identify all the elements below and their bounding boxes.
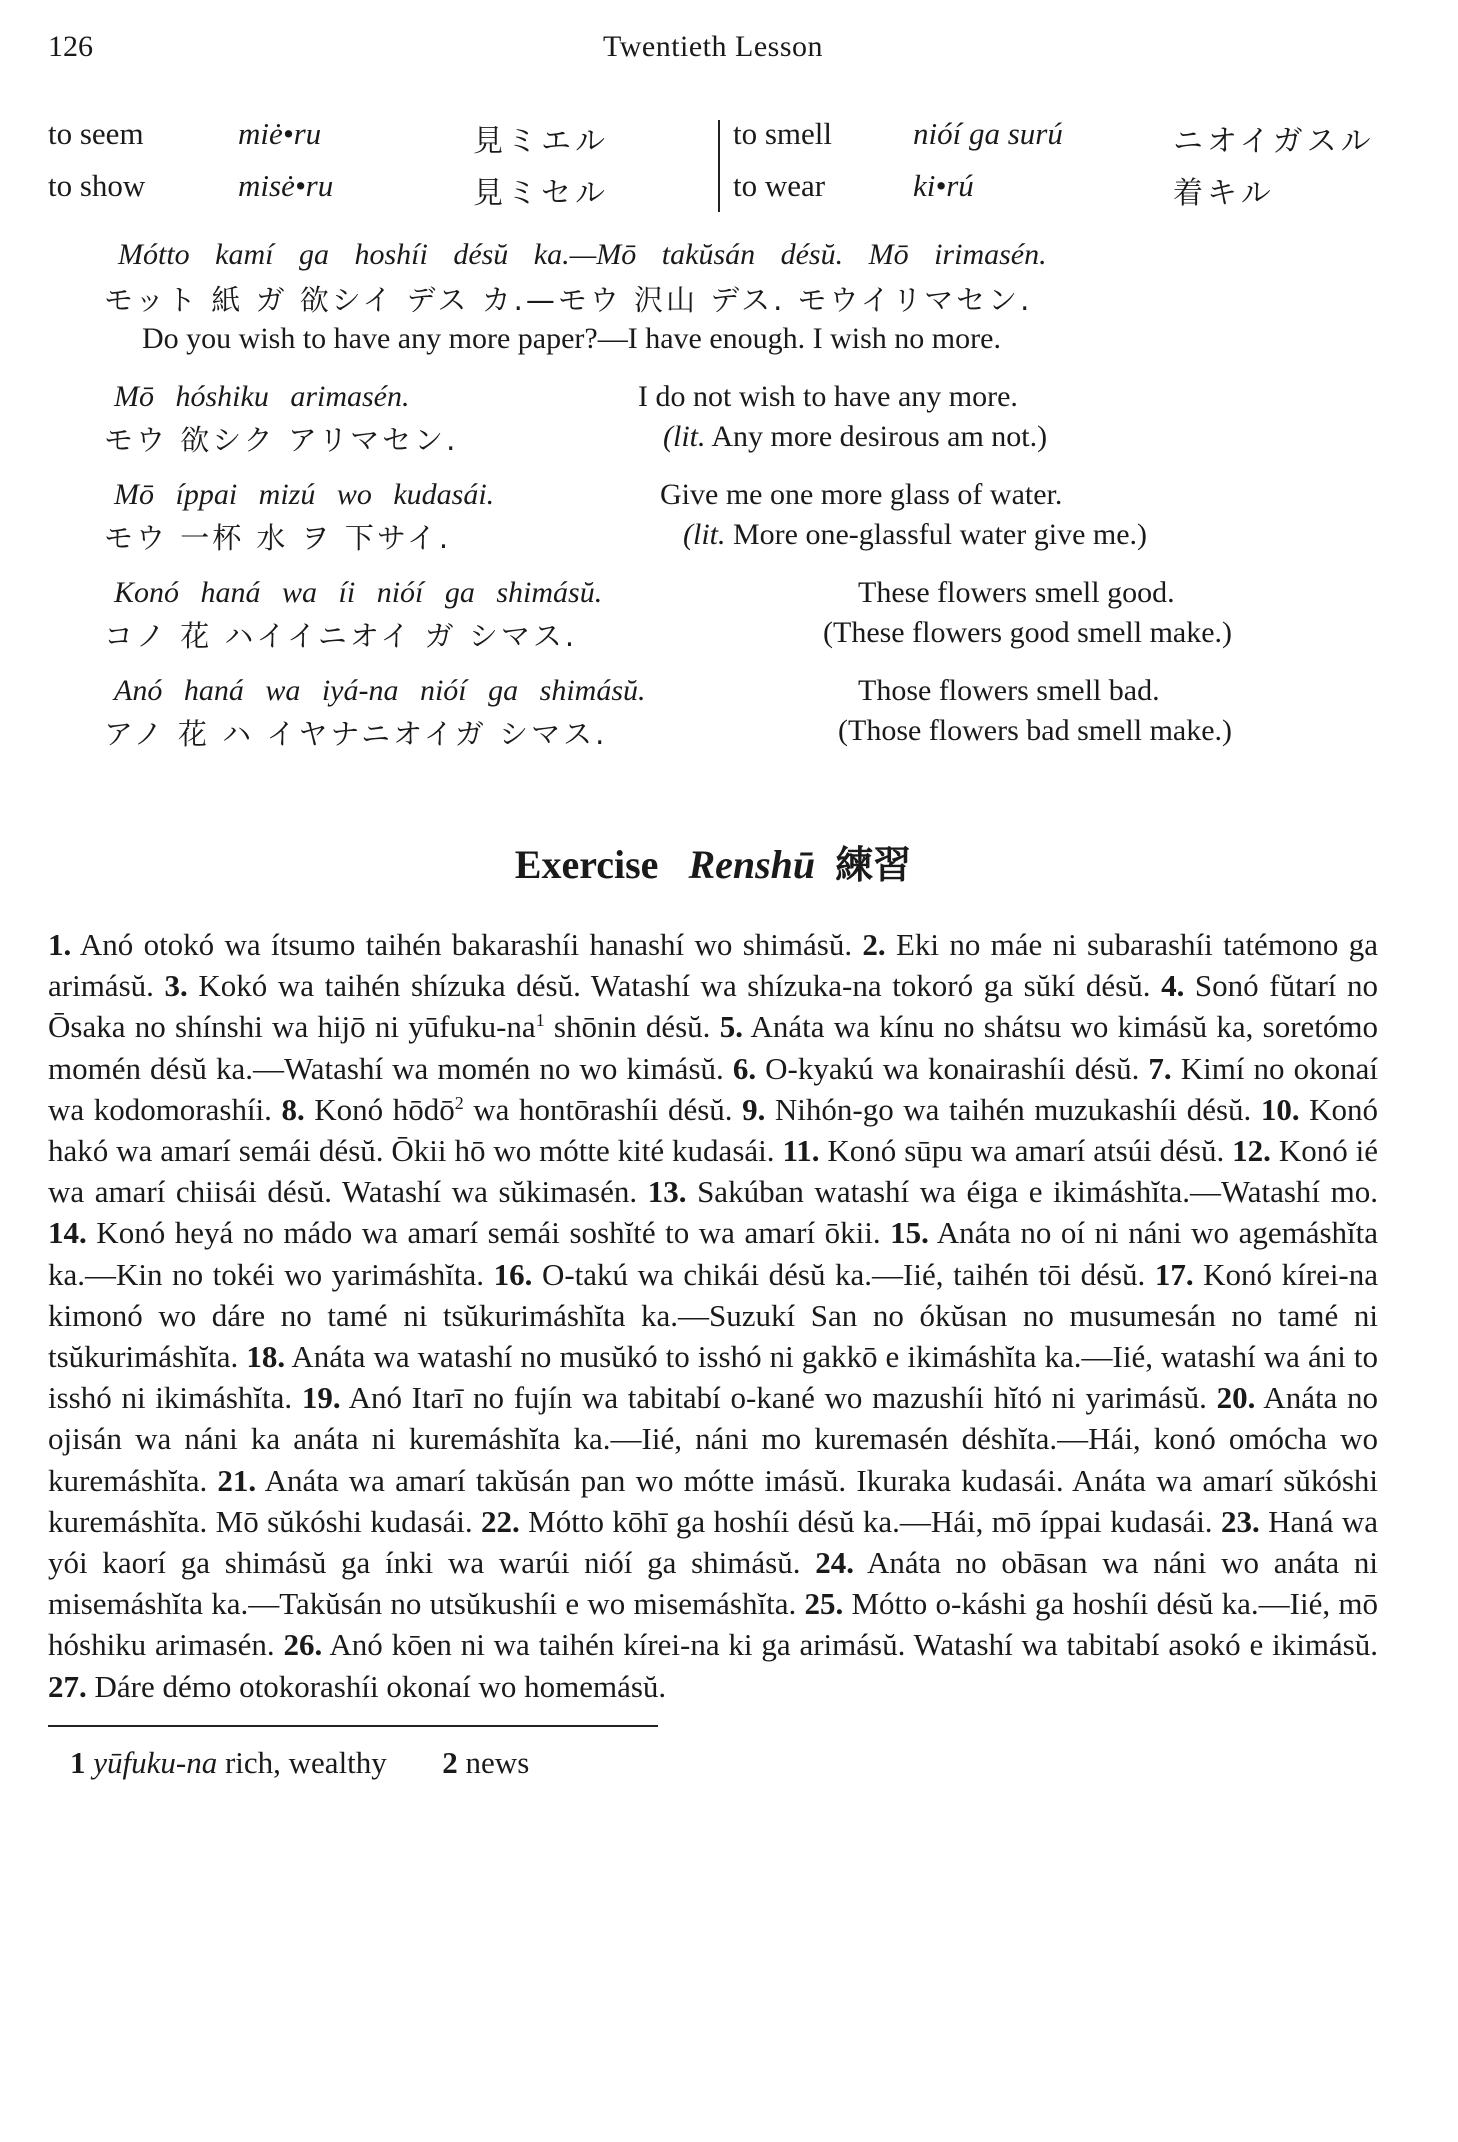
exercise-text (48, 924, 1378, 1707)
exercise-item-number: 13. (647, 1174, 687, 1210)
page-number: 126 (48, 30, 93, 63)
example-literal: (lit. Any more desirous am not.) (663, 420, 1048, 453)
example-literal: (Those flowers bad smell make.) (838, 714, 1233, 747)
exercise-item (648, 1174, 1378, 1209)
vocab-row (48, 116, 708, 159)
exercise-item-text: shōnin désŭ. (544, 1009, 711, 1045)
footnote-number: 2 (442, 1744, 458, 1780)
example-english: I do not wish to have any more. (638, 380, 1018, 413)
vocab-japanese: ニオイガスル (1173, 124, 1375, 159)
example-japanese: モット 紙 ガ 欲シイ デス カ.—モウ 沢山 デス. モウイリマセン. (104, 283, 1033, 317)
example-english: These flowers smell good. (858, 576, 1175, 609)
exercise-item-number: 22. (481, 1503, 520, 1539)
example-english: Give me one more glass of water. (660, 478, 1063, 511)
exercise-item (165, 968, 1151, 1003)
exercise-item-text: Anáta no ojisán wa náni ka anáta ni kuremáshĭta ka.—Iié, náni mo kuremasén déshĭta.—Hái, konó omócha wo kuremáshĭta. (48, 1380, 1379, 1498)
example-japanese: モウ 一杯 水 ヲ 下サイ. (104, 521, 452, 555)
exercise-item-number: 1. (48, 927, 72, 962)
exercise-item-text: O-takú wa chikái désŭ ka.—Iié, taihén tōi désŭ. (532, 1256, 1146, 1292)
exercise-item-text: Konó ié wa amarí chiisái désŭ. Watashí wa sŭkimasén. (48, 1133, 1379, 1210)
footnote-gloss: news (457, 1744, 530, 1780)
footnote-marker: 2 (454, 1092, 464, 1113)
exercise-item-text: Konó hōdō (304, 1091, 455, 1127)
exercise-item (742, 1092, 1251, 1127)
example-english: Those flowers smell bad. (858, 674, 1160, 707)
exercise-item-text: Haná wa yói kaorí ga shimásŭ ga ínki wa warúi nióí ga shimásŭ. (48, 1503, 1379, 1581)
exercise-item-number: 10. (1260, 1091, 1300, 1127)
example-english: Do you wish to have any more paper?—I have enough. I wish no more. (142, 322, 1001, 355)
exercise-item-text: Mótto kōhī ga hoshíi désŭ ka.—Hái, mō íppai kudasái. (519, 1503, 1213, 1539)
vocab-english: to wear (733, 168, 826, 203)
exercise-item-text: Konó hakó wa amarí semái désŭ. Ōkii hō wo mótte kité kudasái. (48, 1091, 1379, 1169)
exercise-item-text: Anáta no obāsan wa náni wo anáta ni misemáshĭta ka.—Takŭsán no utsŭkushíi e wo misemáshĭta. (48, 1545, 1379, 1622)
vocabulary-table (48, 116, 1378, 226)
exercise-item-number: 26. (283, 1627, 323, 1663)
exercise-item-text: wa hontōrashíi désŭ. (463, 1091, 733, 1127)
exercise-item-number: 3. (164, 968, 188, 1004)
exercise-item-number: 2. (862, 927, 886, 962)
footnote-term: yūfuku-na (93, 1744, 218, 1780)
vocab-japanese: 見ミセル (473, 176, 609, 211)
exercise-item-number: 21. (217, 1462, 257, 1498)
example-romaji: Mō hóshiku arimasén. (114, 380, 410, 413)
exercise-item-number: 14. (48, 1215, 87, 1251)
example-pair (48, 478, 1378, 576)
vocab-row (733, 116, 1375, 159)
footnote-marker: 1 (535, 1010, 545, 1031)
exercise-item (782, 1133, 1224, 1168)
footnote-gloss: rich, wealthy (217, 1744, 387, 1780)
exercise-item-text: Sonó fŭtarí no Ōsaka no shínshi wa hijō ni yūfuku-na (48, 968, 1378, 1045)
exercise-item-text: O-kyakú wa konairashíi désŭ. (756, 1050, 1140, 1086)
example-romaji: Anó haná wa iyá-na nióí ga shimásŭ. (114, 674, 646, 707)
vocab-row (48, 168, 708, 211)
column-divider (718, 120, 720, 212)
exercise-item-number: 6. (732, 1050, 757, 1086)
exercise-item-number: 19. (301, 1380, 341, 1416)
vocab-english: to smell (733, 116, 833, 151)
exercise-heading-romaji: Renshū (688, 842, 816, 887)
exercise-heading (48, 834, 1378, 904)
example-romaji: Mō íppai mizú wo kudasái. (114, 478, 495, 511)
vocab-romaji: miė•ru (238, 116, 322, 151)
vocab-romaji: nióí ga surú (913, 116, 1063, 151)
exercise-item-text: Anó kōen ni wa taihén kírei-na ki ga arimásŭ. Watashí wa tabitabí asokó e ikimásŭ. (322, 1627, 1379, 1663)
page-header (48, 18, 1378, 74)
exercise-item-number: 17. (1154, 1256, 1194, 1292)
exercise-item-text: Anáta wa amarí takŭsán pan wo mótte imásŭ. Ikuraka kudasái. Anáta wa amarí sŭkóshi kuremáshĭta. Mō sŭkóshi kudasái. (48, 1462, 1378, 1539)
exercise-item-text: Konó heyá no mádo wa amarí semái soshĭté to wa amarí ōkii. (86, 1215, 881, 1251)
exercise-item-number: 20. (1216, 1380, 1256, 1416)
exercise-item-number: 5. (719, 1009, 743, 1045)
example-block (48, 230, 1378, 380)
example-pair (48, 674, 1378, 772)
exercise-item (481, 1504, 1213, 1539)
exercise-heading-english: Exercise (514, 842, 659, 887)
example-japanese: モウ 欲シク アリマセン. (104, 423, 459, 457)
vocab-romaji: ki•rú (913, 168, 974, 203)
exercise-item-text: Sakúban watashí wa éiga e ikimáshĭta.—Watashí mo. (686, 1174, 1379, 1210)
exercise-item-text: Kimí no okonaí wa kodomorashíi. (48, 1050, 1378, 1127)
exercise-item-number: 15. (890, 1215, 929, 1251)
footnotes (48, 1745, 1378, 1781)
exercise-item-text: Eki no máe ni subarashíi tatémono ga arimásŭ. (48, 927, 1379, 1004)
exercise-item-text: Kokó wa taihén shízuka désŭ. Watashí wa shízuka-na tokoró ga sŭkí désŭ. (187, 968, 1151, 1004)
exercise-item-text: Nihón-go wa taihén muzukashíi désŭ. (765, 1091, 1252, 1127)
footnote-rule (48, 1725, 658, 1727)
exercise-item-number: 8. (281, 1091, 305, 1127)
example-literal: (lit. More one-glassful water give me.) (683, 518, 1148, 551)
example-japanese: コノ 花 ハイイニオイ ガ シマス. (104, 619, 578, 653)
example-romaji: Konó haná wa íi nióí ga shimásŭ. (114, 576, 603, 609)
vocab-romaji: misė•ru (238, 168, 334, 203)
vocab-english: to show (48, 168, 146, 203)
exercise-item-text: Konó sūpu wa amarí atsúi désŭ. (819, 1133, 1225, 1169)
exercise-item-text: Anáta no oí ni náni wo agemáshĭta ka.—Kin no tokéi wo yarimáshĭta. (48, 1215, 1379, 1292)
exercise-item-text: Anáta wa watashí no musŭkó to isshó ni gakkō e ikimáshĭta ka.—Iié, watashí wa áni to isshó ni ikimáshĭta. (48, 1339, 1378, 1416)
vocab-row (733, 168, 1373, 211)
exercise-item (48, 927, 852, 962)
exercise-item-number: 4. (1161, 968, 1185, 1004)
exercise-item-number: 25. (804, 1586, 844, 1622)
exercise-item-number: 11. (782, 1133, 820, 1169)
exercise-item-text: Mótto o-káshi ga hoshíi désŭ ka.—Iié, mō hóshiku arimasén. (48, 1586, 1378, 1663)
exercise-item-text: Anó Itarī no fujín wa tabitabí o-kané wo mazushíi hĭtó ni yarimásŭ. (340, 1380, 1207, 1416)
vocab-english: to seem (48, 116, 144, 151)
exercise-item-number: 12. (1232, 1133, 1271, 1169)
vocab-japanese: 着キル (1173, 176, 1275, 211)
exercise-item-text: Anó otokó wa ítsumo taihén bakarashíi hanashí wo shimásŭ. (71, 927, 853, 962)
example-romaji: Mótto kamí ga hoshíi désŭ ka.—Mō takŭsán désŭ. Mō irimasén. (118, 238, 1047, 271)
exercise-item (733, 1051, 1140, 1086)
page (48, 18, 1378, 1781)
exercise-item-text: Anáta wa kínu no shátsu wo kimásŭ ka, soretómo momén désŭ ka.—Watashí wa momén no wo kimásŭ. (48, 1009, 1379, 1086)
exercise-item (281, 1092, 732, 1127)
exercise-item (48, 1669, 666, 1704)
exercise-item-text: Konó kírei-na kimonó wo dáre no tamé ni tsŭkurimáshĭta ka.—Suzukí San no ókŭsan no musumesán no tamé ni tsŭkurimáshĭta. (48, 1256, 1379, 1375)
exercise-item (302, 1380, 1207, 1415)
vocab-japanese: 見ミエル (473, 124, 609, 159)
exercise-item (494, 1257, 1146, 1292)
exercise-item (284, 1627, 1379, 1662)
exercise-item-number: 23. (1220, 1503, 1260, 1539)
exercise-item-number: 18. (246, 1339, 286, 1375)
example-pair (48, 576, 1378, 674)
exercise-item-text: Dáre démo otokorashíi okonaí wo homemásŭ. (86, 1668, 667, 1704)
exercise-heading-kanji: 練習 (835, 843, 912, 887)
footnote-number: 1 (70, 1744, 86, 1780)
page-title: Twentieth Lesson (602, 30, 824, 63)
exercise-item-number: 7. (1148, 1050, 1172, 1086)
example-sentences (48, 230, 1378, 772)
example-pair (48, 380, 1378, 478)
exercise-item-number: 24. (815, 1545, 854, 1581)
example-literal: (These flowers good smell make.) (823, 616, 1233, 649)
example-japanese: アノ 花 ハ イヤナニオイガ シマス. (104, 717, 608, 751)
exercise-item-number: 9. (742, 1091, 766, 1127)
exercise-item (48, 1215, 881, 1250)
exercise-item-number: 16. (493, 1256, 533, 1292)
exercise-item-number: 27. (48, 1668, 87, 1704)
